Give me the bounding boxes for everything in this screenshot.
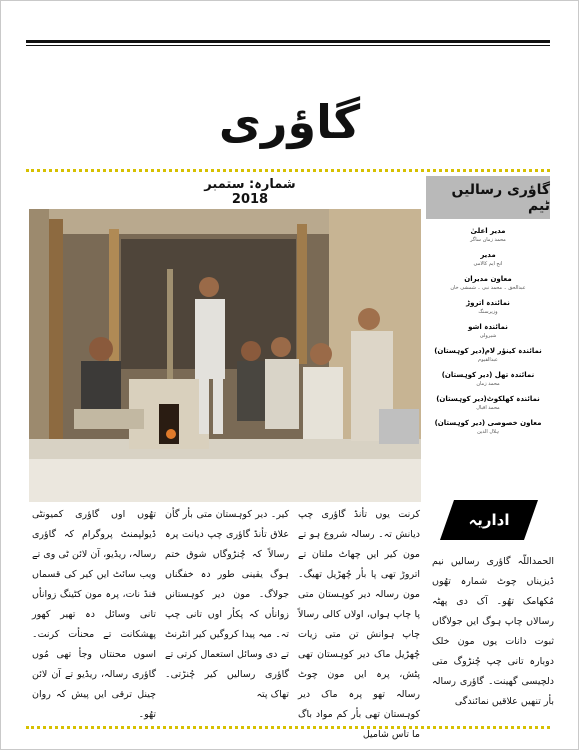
issue-label: شمارہ: ستمبر 2018 xyxy=(204,177,296,207)
dotted-divider-top xyxy=(26,169,550,172)
team-member xyxy=(426,274,550,292)
team-member xyxy=(426,346,550,364)
team-member xyxy=(426,298,550,316)
team-role: معاون مدیران xyxy=(464,275,512,283)
team-role: نمائندہ تھل (دیر کوہستان) xyxy=(441,371,535,379)
team-list xyxy=(426,226,550,442)
editorial-column-4: تھُوں اوں گاؤری کمیونٹی ڈیولپمنٹ پروگرام کہ گاؤری رسالہ، ریڈیو، آن لائن ٹی وی تے ویب سائٹ ایں کیر کی قسماں فنڈ نات، پرہ مون کٹینگ زوانأں تانی وسائل دہ تھیر کھور پھشکانت تے محنأت کرنت۔ اسوں محنتاں وجأ تھی مُوں گاؤری رسالہ، ریڈیو تے آن لائن چینل ترقی ایں پیش کہ روان تھُو۔ xyxy=(32,509,156,720)
team-name: عبدالحق ۔ محمد نبی ۔ شمشی خان xyxy=(450,285,526,291)
editorial-badge-label: اداریہ xyxy=(468,511,510,529)
team-role: نمائندہ اتروڑ xyxy=(466,299,510,307)
team-name: انج ایم کالامی xyxy=(473,261,503,267)
team-name: محمد زمان xyxy=(476,381,500,387)
editorial-column-2: کرنت یوں تأنڈ گاؤری چپ دیانش تہ۔ رسالہ شروع ہو تے مون کیر ایں چھاٹ ملتان تے اتروڑ تھی پا بأر چُھڑیل تھیگ۔ مون رسالہ دیر کوہستان متی پا چاپ ہواں، اولاں کالی رسالاً چاپ ہوانش تن متی زیات چُھڑیل ماک دیر کوہستان تھی پٹش، پرہ ایں مون چوٹ رسالہ تھو پرہ ماک دیر کوہستان تھی بأر کم مواد باگ ما تأس شامیل xyxy=(298,509,420,740)
team-role: نمائندہ کھلکوٹ(دیر کوہستان) xyxy=(436,395,540,403)
team-member xyxy=(426,394,550,412)
team-member xyxy=(426,322,550,340)
team-member xyxy=(426,226,550,244)
team-name: شیرولی xyxy=(479,333,497,339)
top-rule xyxy=(26,40,550,43)
team-member xyxy=(426,370,550,388)
team-name: عبدالقیوم xyxy=(478,357,498,363)
team-heading: گاؤری رسالیں ٹیم xyxy=(426,176,550,219)
team-role: معاون خصوصی (دیر کوہستان) xyxy=(434,419,542,427)
editorial-badge xyxy=(440,500,538,540)
team-name: محمد زمان ساگر xyxy=(470,237,506,243)
editorial-column-1: الحمداللّہ گاؤری رسالیں نیم ڈیزیناں چوٹ شمارہ تھُوں مُکھامک تھُو۔ آک دی پھٹہ رسالاں چاپ ہوگ ایں جولاگاں ثبوت دانات یوں مون خلک دوبارہ تانی چپ چُنڑوگ متی دلچیسی گھینت۔ گاؤری رسالہ بأر تنھیں علاقیں نمائندگی xyxy=(432,556,554,707)
team-member xyxy=(426,418,550,436)
team-name: محمد اقبال xyxy=(476,405,500,411)
team-role: مدیر اعلیٰ xyxy=(470,227,506,235)
cover-photo xyxy=(29,209,421,502)
editorial-column-3: کیر۔ دیر کوہستان متی بأر گأن علاق تأنڈ گاؤری چپ دیانت پرہ رسالاً کہ چُنڑوگاں شوق ختم ہوگ یقینی طور دہ خفگناں جولاگ۔ مون دیر کوہستانں زوانأں کہ پکأر اوں تانی چپ تہ۔ میہ پیدا کروگیں کیر انٹرنٹ تے دی وسائل استعمال کرتی تے گاؤری رسالیں کیر چُنڑتی۔ تھاک پتہ xyxy=(165,509,289,700)
team-member xyxy=(426,250,550,268)
team-name: وزیرسنگ xyxy=(478,309,498,315)
top-rule-thin xyxy=(26,45,550,46)
team-role: نمائندہ اشو xyxy=(468,323,508,331)
dotted-divider-bottom xyxy=(26,726,550,729)
team-role: نمائندہ کینؤر لام(دیر کوہستان) xyxy=(434,347,542,355)
team-role: مدیر xyxy=(480,251,496,259)
team-name: ہلال الدین xyxy=(477,429,499,435)
masthead-title: گاؤری xyxy=(218,95,361,149)
